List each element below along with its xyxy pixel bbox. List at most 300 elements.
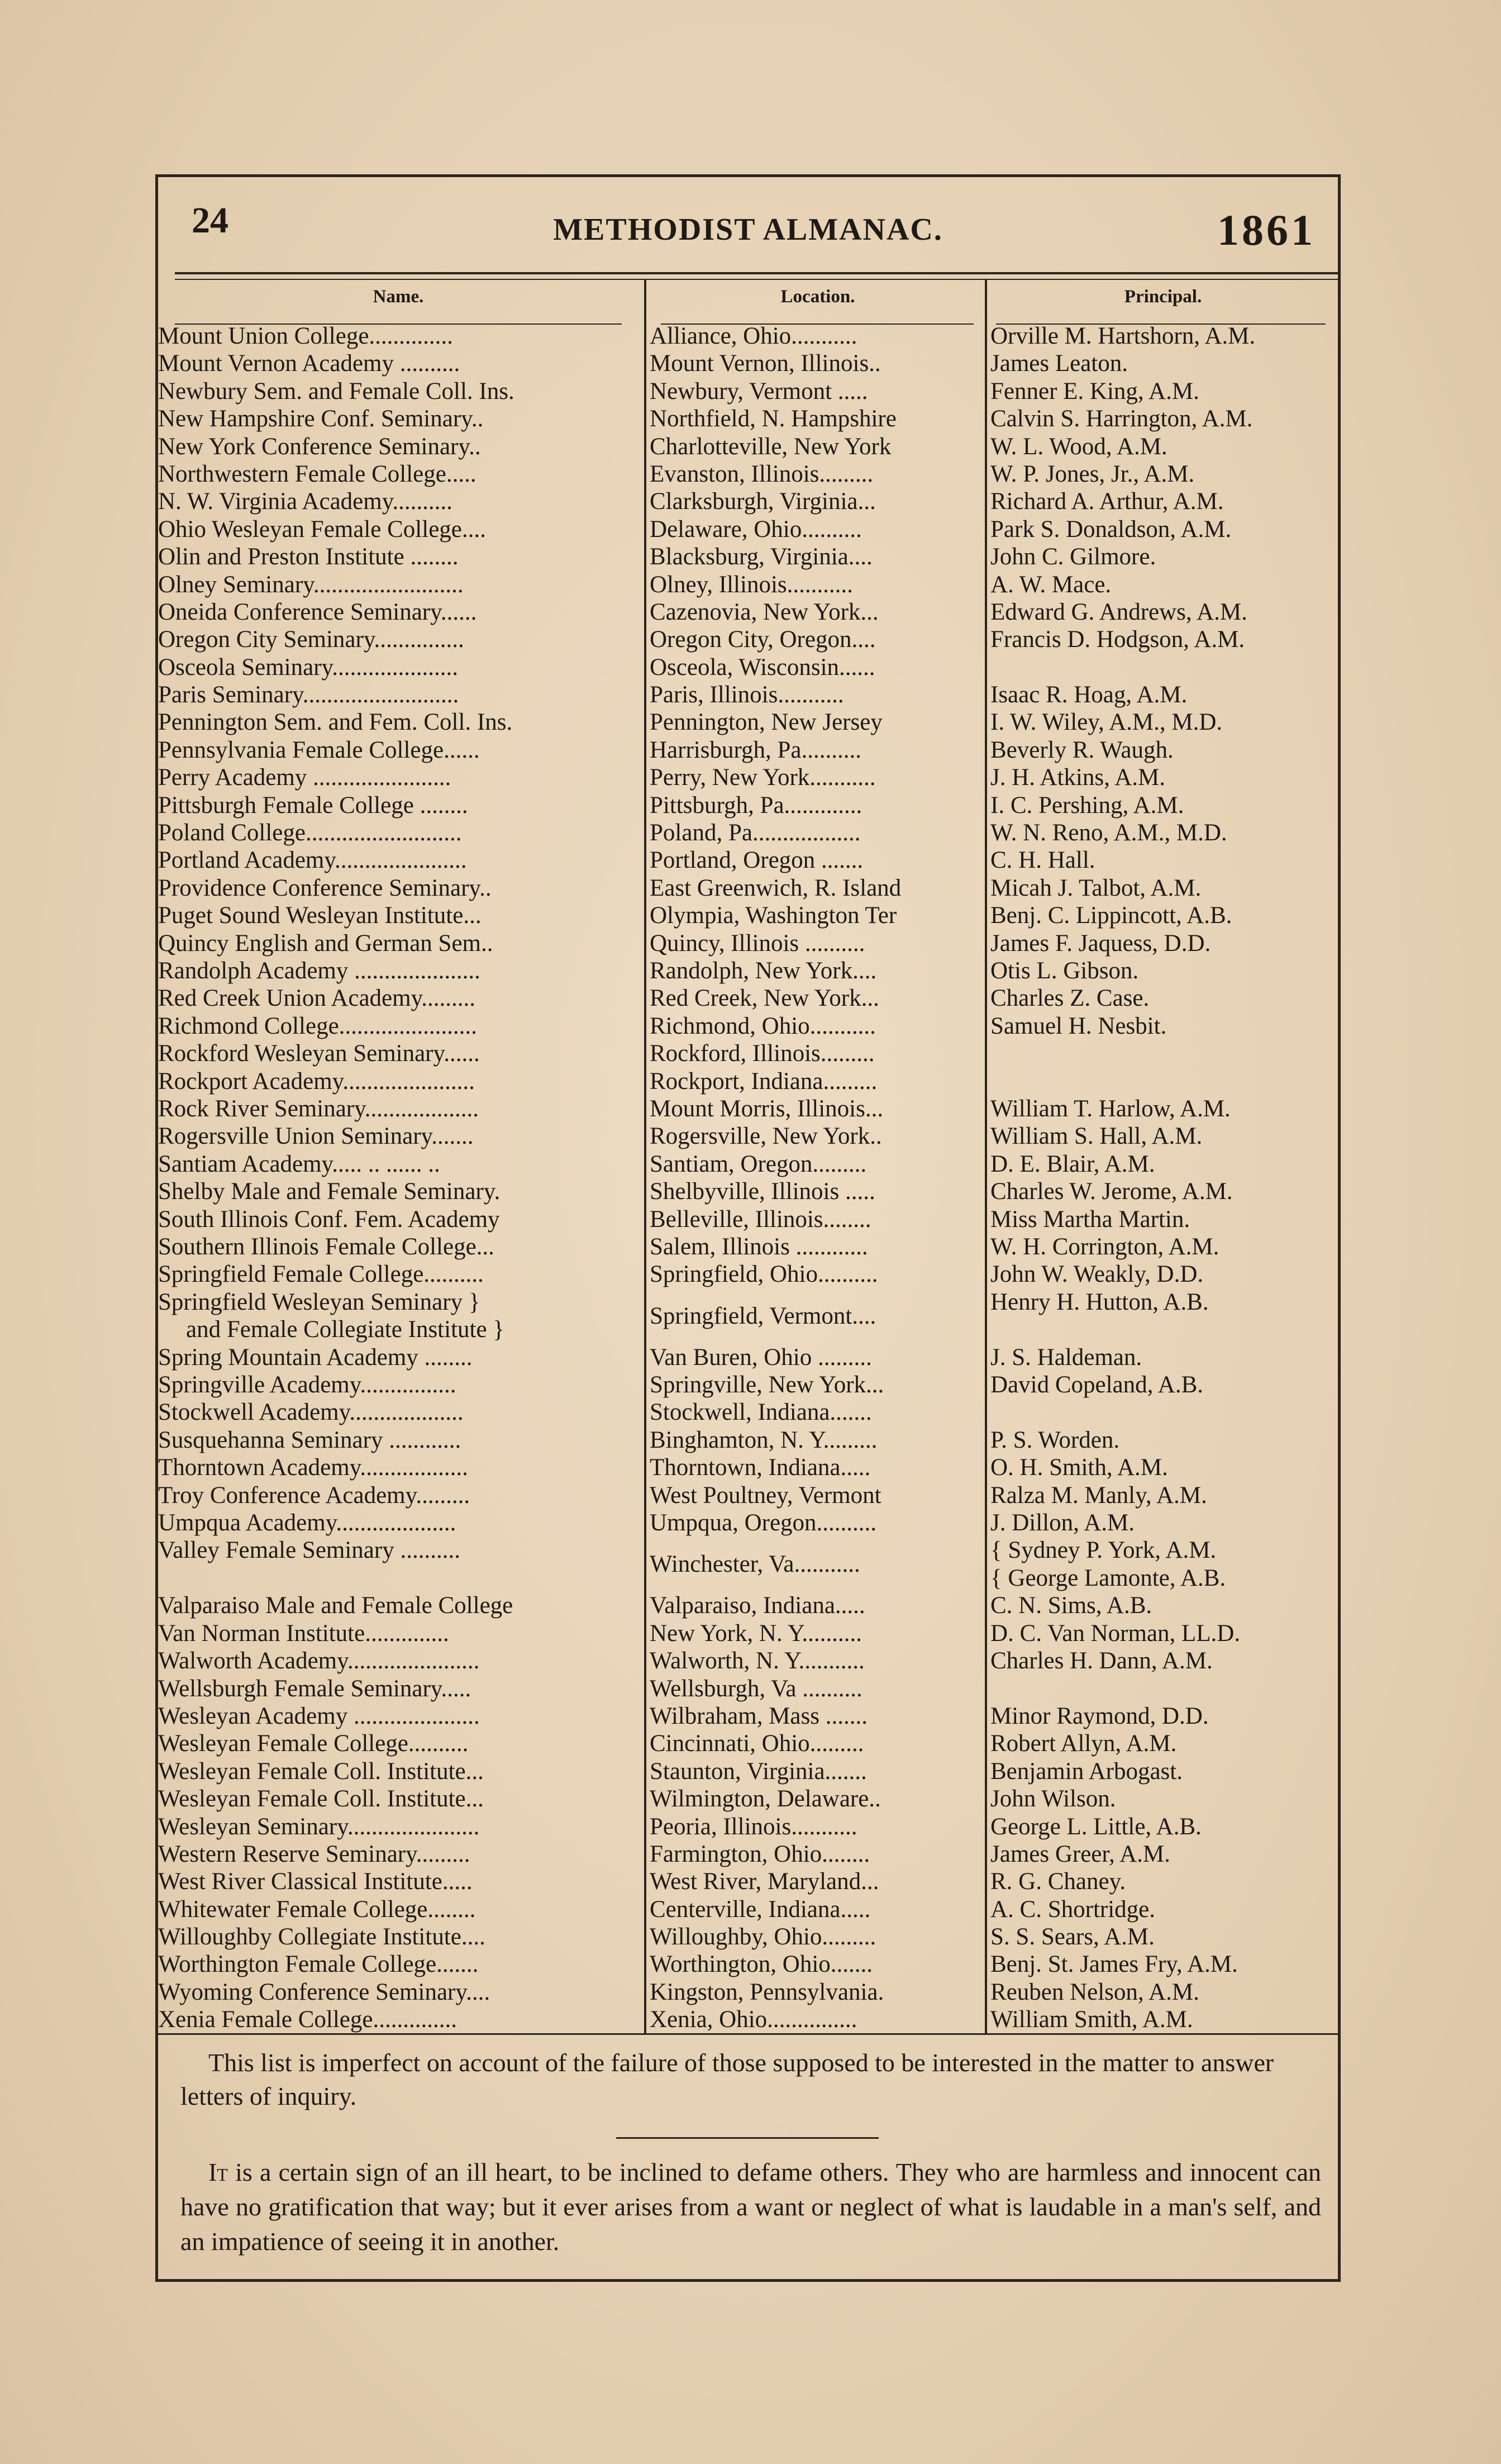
table-row bbox=[158, 1399, 1338, 1426]
institution-principal bbox=[990, 1868, 1342, 1895]
institution-name-text: Susquehanna Seminary ............ bbox=[158, 1426, 461, 1453]
list-note: This list is imperfect on account of the failure of those supposed to be interested in the matter to answer letters of inquiry. bbox=[180, 2048, 1274, 2110]
institution-location: Winchester, Va........... bbox=[650, 1551, 860, 1578]
institution-name bbox=[158, 1702, 640, 1730]
table-row bbox=[158, 378, 1338, 405]
institution-principal bbox=[990, 1923, 1342, 1951]
principal-text: Isaac R. Hoag, A.M. bbox=[990, 682, 1188, 708]
table-bottom-rule bbox=[158, 2033, 1338, 2035]
maxim-paragraph bbox=[180, 2155, 1321, 2259]
institution-location: New York, N. Y.......... bbox=[650, 1620, 862, 1647]
principal-text: J. S. Haldeman. bbox=[990, 1344, 1142, 1371]
institution-location: Rockford, Illinois......... bbox=[650, 1040, 875, 1067]
institution-name-text: Ohio Wesleyan Female College.... bbox=[158, 516, 486, 543]
institution-principal bbox=[990, 1371, 1342, 1399]
institution-name-text: Southern Illinois Female College... bbox=[158, 1233, 494, 1260]
principal-text: C. H. Hall. bbox=[990, 847, 1095, 874]
principal-text: Ralza M. Manly, A.M. bbox=[990, 1482, 1207, 1509]
table-row bbox=[158, 2006, 1338, 2033]
table-row bbox=[158, 1702, 1338, 1730]
maxim-lead: It bbox=[208, 2158, 228, 2186]
institution-name-text: Rockport Academy...................... bbox=[158, 1068, 475, 1095]
principal-text: Park S. Donaldson, A.M. bbox=[990, 516, 1232, 543]
principal-text: John W. Weakly, D.D. bbox=[990, 1261, 1204, 1288]
institution-location: Northfield, N. Hampshire bbox=[650, 406, 897, 432]
institution-principal bbox=[990, 1592, 1342, 1619]
institution-name-text: Mount Vernon Academy .......... bbox=[158, 350, 460, 377]
principal-text: William S. Hall, A.M. bbox=[990, 1123, 1203, 1150]
institution-location: Perry, New York........... bbox=[650, 764, 876, 791]
institution-location: Osceola, Wisconsin...... bbox=[650, 654, 875, 681]
institution-principal bbox=[990, 902, 1342, 929]
table-row bbox=[158, 516, 1338, 543]
principal-text: William T. Harlow, A.M. bbox=[990, 1095, 1231, 1122]
principal-text: Miss Martha Martin. bbox=[990, 1206, 1190, 1233]
institution-name bbox=[158, 1178, 640, 1205]
institution-name bbox=[158, 1647, 640, 1675]
institution-principal bbox=[990, 350, 1342, 377]
table-row bbox=[158, 1454, 1338, 1481]
institution-name bbox=[158, 1095, 640, 1122]
institution-name bbox=[158, 1150, 640, 1178]
principal-text: I. C. Pershing, A.M. bbox=[990, 792, 1184, 819]
table-row bbox=[158, 1178, 1338, 1205]
institution-name bbox=[158, 654, 640, 681]
institution-principal bbox=[990, 1758, 1342, 1785]
institution-name-text: Whitewater Female College........ bbox=[158, 1896, 476, 1923]
institution-principal bbox=[990, 1896, 1342, 1923]
principal-text: Beverly R. Waugh. bbox=[990, 736, 1174, 763]
institution-principal bbox=[990, 1206, 1342, 1233]
institution-name-text: Rogersville Union Seminary....... bbox=[158, 1123, 474, 1150]
institution-location: Richmond, Ohio........... bbox=[650, 1012, 876, 1039]
institution-name bbox=[158, 1509, 640, 1537]
institution-name-text: Stockwell Academy................... bbox=[158, 1399, 464, 1426]
table-row bbox=[158, 571, 1338, 598]
principal-text: Orville M. Hartshorn, A.M. bbox=[990, 323, 1256, 349]
institution-location: Xenia, Ohio............... bbox=[650, 2006, 857, 2033]
table-row bbox=[158, 598, 1338, 626]
table-row bbox=[158, 736, 1338, 764]
principal-text: Benj. C. Lippincott, A.B. bbox=[990, 902, 1232, 929]
principal-text: P. S. Worden. bbox=[990, 1426, 1120, 1453]
institution-name bbox=[158, 1537, 640, 1564]
institution-name-text: Van Norman Institute.............. bbox=[158, 1620, 449, 1647]
institution-name-text: New York Conference Seminary.. bbox=[158, 433, 481, 460]
principal-text: I. W. Wiley, A.M., M.D. bbox=[990, 709, 1223, 736]
table-row bbox=[158, 350, 1338, 377]
institution-principal bbox=[990, 1951, 1342, 1978]
table-row bbox=[158, 1150, 1338, 1178]
institution-location: Mount Vernon, Illinois.. bbox=[650, 350, 881, 377]
institution-name bbox=[158, 1371, 640, 1399]
table-row bbox=[158, 1426, 1338, 1454]
institution-location: West Poultney, Vermont bbox=[650, 1482, 881, 1509]
institution-name bbox=[158, 1206, 640, 1233]
institution-principal bbox=[990, 708, 1342, 736]
institution-name bbox=[158, 1675, 640, 1702]
table-row bbox=[158, 1730, 1338, 1757]
table-row bbox=[158, 1344, 1338, 1371]
institution-name bbox=[158, 1068, 640, 1095]
institution-principal bbox=[990, 1454, 1342, 1481]
table-row bbox=[158, 1288, 1338, 1344]
institution-location: Charlotteville, New York bbox=[650, 433, 892, 460]
institution-name-text: Poland College.......................... bbox=[158, 820, 462, 846]
institution-location: East Greenwich, R. Island bbox=[650, 874, 902, 901]
institution-name bbox=[158, 1620, 640, 1647]
institution-name bbox=[158, 681, 640, 708]
principal-text: S. S. Sears, A.M. bbox=[990, 1924, 1155, 1951]
institution-name-text: Umpqua Academy.................... bbox=[158, 1510, 456, 1537]
institution-name-text: Wesleyan Female Coll. Institute... bbox=[158, 1758, 484, 1785]
institution-principal bbox=[990, 1095, 1342, 1122]
institution-name-text: Springville Academy................ bbox=[158, 1372, 456, 1399]
institution-principal bbox=[990, 1620, 1342, 1647]
table-row bbox=[158, 1206, 1338, 1233]
institution-name bbox=[158, 1868, 640, 1895]
column-header-location: Location. bbox=[780, 287, 855, 307]
institution-name-text: Mount Union College.............. bbox=[158, 323, 453, 349]
institution-name-text: Pennington Sem. and Fem. Coll. Ins. bbox=[158, 709, 513, 736]
institution-name-text: Springfield Female College.......... bbox=[158, 1261, 484, 1288]
institution-name-text: Northwestern Female College..... bbox=[158, 460, 476, 487]
institution-principal bbox=[990, 598, 1342, 626]
institution-principal bbox=[990, 1012, 1342, 1040]
table-row bbox=[158, 930, 1338, 957]
institution-name-text: Paris Seminary.......................... bbox=[158, 682, 459, 708]
institution-location: Stockwell, Indiana....... bbox=[650, 1399, 872, 1426]
table-row bbox=[158, 1868, 1338, 1895]
institution-name bbox=[158, 350, 640, 377]
institution-location: Rockport, Indiana......... bbox=[650, 1068, 878, 1095]
institution-location: Wilbraham, Mass ....... bbox=[650, 1702, 868, 1729]
institution-location: Worthington, Ohio....... bbox=[650, 1951, 873, 1978]
principal-text: C. N. Sims, A.B. bbox=[990, 1592, 1152, 1619]
institution-location: Rogersville, New York.. bbox=[650, 1123, 882, 1150]
institution-location: Olney, Illinois........... bbox=[650, 571, 853, 598]
table-row bbox=[158, 708, 1338, 736]
header-rule-thin bbox=[175, 279, 1338, 280]
principal-text: George L. Little, A.B. bbox=[990, 1813, 1202, 1840]
institution-location: Mount Morris, Illinois... bbox=[650, 1095, 884, 1122]
institution-principal bbox=[990, 405, 1342, 432]
institution-principal bbox=[990, 1482, 1342, 1509]
principal-text: D. E. Blair, A.M. bbox=[990, 1150, 1155, 1177]
institution-name-text: Oregon City Seminary............... bbox=[158, 626, 464, 653]
institution-name-text: Wesleyan Seminary...................... bbox=[158, 1813, 480, 1840]
institution-name bbox=[158, 1344, 640, 1371]
institution-name-text: Puget Sound Wesleyan Institute... bbox=[158, 902, 482, 929]
table-row bbox=[158, 1758, 1338, 1785]
institution-location: Harrisburgh, Pa.......... bbox=[650, 736, 862, 763]
institution-name-text-line2: and Female Collegiate Institute } bbox=[186, 1316, 504, 1343]
institution-location: Pittsburgh, Pa............. bbox=[650, 792, 863, 819]
institution-name bbox=[158, 1482, 640, 1509]
principal-text: David Copeland, A.B. bbox=[990, 1372, 1203, 1399]
institution-name bbox=[158, 405, 640, 432]
institution-name bbox=[158, 598, 640, 626]
institution-name bbox=[158, 543, 640, 570]
institution-name-text: Wesleyan Female College.......... bbox=[158, 1730, 469, 1757]
table-row bbox=[158, 681, 1338, 708]
institution-location: Delaware, Ohio.......... bbox=[650, 516, 862, 543]
institution-location: Binghamton, N. Y......... bbox=[650, 1426, 878, 1453]
table-row bbox=[158, 322, 1338, 350]
institution-principal bbox=[990, 1840, 1342, 1868]
institution-principal bbox=[990, 1150, 1342, 1178]
institution-principal bbox=[990, 460, 1342, 488]
institution-name-text: Rockford Wesleyan Seminary...... bbox=[158, 1040, 480, 1067]
table-row bbox=[158, 1122, 1338, 1150]
principal-text: William Smith, A.M. bbox=[990, 2006, 1193, 2033]
institution-principal bbox=[990, 1813, 1342, 1840]
institution-location: Olympia, Washington Ter bbox=[650, 902, 897, 929]
institution-principal bbox=[990, 984, 1342, 1012]
institution-name-text: Portland Academy...................... bbox=[158, 847, 467, 874]
institution-principal bbox=[990, 764, 1342, 791]
institution-principal bbox=[990, 792, 1342, 819]
institution-principal bbox=[990, 1260, 1342, 1288]
institution-principal bbox=[990, 1702, 1342, 1730]
institution-name-text: Worthington Female College....... bbox=[158, 1951, 479, 1978]
institution-location: Willoughby, Ohio......... bbox=[650, 1924, 876, 1951]
table-row bbox=[158, 1095, 1338, 1122]
institution-name bbox=[158, 433, 640, 460]
principal-text: W. N. Reno, A.M., M.D. bbox=[990, 820, 1227, 846]
institution-name-text: Olin and Preston Institute ........ bbox=[158, 544, 459, 570]
institution-name-text: Western Reserve Seminary......... bbox=[158, 1840, 470, 1867]
institution-principal bbox=[990, 874, 1342, 902]
institution-location: Shelbyville, Illinois ..... bbox=[650, 1178, 875, 1205]
institution-location: Portland, Oregon ....... bbox=[650, 847, 864, 874]
principal-text: Benj. St. James Fry, A.M. bbox=[990, 1951, 1238, 1978]
table-row bbox=[158, 764, 1338, 791]
principal-text: Richard A. Arthur, A.M. bbox=[990, 488, 1224, 515]
principal-text: W. P. Jones, Jr., A.M. bbox=[990, 460, 1195, 487]
institution-location: Paris, Illinois........... bbox=[650, 682, 844, 708]
table-row bbox=[158, 488, 1338, 515]
principal-text: A. W. Mace. bbox=[990, 571, 1112, 598]
institution-name bbox=[158, 1012, 640, 1040]
institution-name bbox=[158, 1288, 640, 1344]
table-row bbox=[158, 1537, 1338, 1592]
institution-principal bbox=[990, 819, 1342, 846]
institution-name bbox=[158, 1896, 640, 1923]
institution-principal bbox=[990, 930, 1342, 957]
institution-name-text: Richmond College....................... bbox=[158, 1012, 477, 1039]
table-row bbox=[158, 626, 1338, 653]
institution-name bbox=[158, 874, 640, 902]
principal-text: James Greer, A.M. bbox=[990, 1840, 1170, 1867]
institution-name-text: Shelby Male and Female Seminary. bbox=[158, 1178, 501, 1205]
table-row bbox=[158, 654, 1338, 681]
table-row bbox=[158, 1509, 1338, 1537]
institution-location: Valparaiso, Indiana..... bbox=[650, 1592, 865, 1619]
table-row bbox=[158, 460, 1338, 488]
table-row bbox=[158, 1675, 1338, 1702]
institution-name-text: Rock River Seminary................... bbox=[158, 1095, 479, 1122]
header-rule bbox=[175, 272, 1338, 274]
principal-text: W. L. Wood, A.M. bbox=[990, 433, 1168, 460]
principal-text: D. C. Van Norman, LL.D. bbox=[990, 1620, 1241, 1647]
table-row bbox=[158, 874, 1338, 902]
principal-text: J. Dillon, A.M. bbox=[990, 1510, 1135, 1537]
table-row bbox=[158, 1592, 1338, 1619]
table-row bbox=[158, 1978, 1338, 2006]
page-number: 24 bbox=[192, 200, 228, 241]
institution-name-text: Walworth Academy...................... bbox=[158, 1648, 480, 1675]
table-row bbox=[158, 984, 1338, 1012]
table-row bbox=[158, 846, 1338, 874]
principal-text: Edward G. Andrews, A.M. bbox=[990, 598, 1247, 625]
principal-text: W. H. Corrington, A.M. bbox=[990, 1233, 1219, 1260]
institution-name-text: Providence Conference Seminary.. bbox=[158, 874, 492, 901]
principal-text: Fenner E. King, A.M. bbox=[990, 378, 1199, 405]
institution-location: West River, Maryland... bbox=[650, 1868, 879, 1895]
institution-name bbox=[158, 1978, 640, 2006]
institution-name bbox=[158, 792, 640, 819]
page-title: METHODIST ALMANAC. bbox=[553, 212, 943, 247]
institution-name-text: Randolph Academy ..................... bbox=[158, 957, 480, 984]
institution-name-text: Wyoming Conference Seminary.... bbox=[158, 1978, 490, 2005]
institution-principal bbox=[990, 1537, 1342, 1592]
institution-name bbox=[158, 1951, 640, 1978]
institution-location: Clarksburgh, Virginia... bbox=[650, 488, 876, 515]
institution-principal bbox=[990, 378, 1342, 405]
institution-principal bbox=[990, 846, 1342, 874]
institution-principal bbox=[990, 1647, 1342, 1675]
institution-table bbox=[158, 322, 1338, 2034]
institution-name bbox=[158, 1122, 640, 1150]
table-row bbox=[158, 543, 1338, 570]
institution-location: Randolph, New York.... bbox=[650, 957, 877, 984]
principal-text: O. H. Smith, A.M. bbox=[990, 1454, 1168, 1481]
institution-name-text: Thorntown Academy.................. bbox=[158, 1454, 468, 1481]
institution-principal bbox=[990, 1785, 1342, 1813]
institution-name bbox=[158, 1592, 640, 1619]
institution-location: Evanston, Illinois......... bbox=[650, 460, 874, 487]
institution-name bbox=[158, 2006, 640, 2033]
institution-location: Walworth, N. Y........... bbox=[650, 1648, 865, 1675]
table-row bbox=[158, 1482, 1338, 1509]
table-row bbox=[158, 1785, 1338, 1813]
institution-location: Springville, New York... bbox=[650, 1372, 884, 1399]
institution-principal bbox=[990, 322, 1342, 350]
principal-text: Robert Allyn, A.M. bbox=[990, 1730, 1177, 1757]
table-row bbox=[158, 1896, 1338, 1923]
institution-name bbox=[158, 1233, 640, 1260]
institution-principal bbox=[990, 1122, 1342, 1150]
principal-text: Charles Z. Case. bbox=[990, 985, 1150, 1012]
institution-name-text: South Illinois Conf. Fem. Academy bbox=[158, 1206, 500, 1233]
institution-location: Peoria, Illinois........... bbox=[650, 1813, 857, 1840]
institution-location: Cincinnati, Ohio......... bbox=[650, 1730, 864, 1757]
institution-location: Farmington, Ohio........ bbox=[650, 1840, 870, 1867]
institution-location: Red Creek, New York... bbox=[650, 985, 879, 1012]
institution-name bbox=[158, 736, 640, 764]
principal-text: { Sydney P. York, A.M. bbox=[990, 1537, 1217, 1564]
institution-location: Wilmington, Delaware.. bbox=[650, 1786, 881, 1813]
institution-location: Wellsburgh, Va .......... bbox=[650, 1675, 863, 1702]
institution-name-text: Wesleyan Academy ..................... bbox=[158, 1702, 480, 1729]
institution-location: Oregon City, Oregon.... bbox=[650, 626, 876, 653]
institution-name bbox=[158, 1813, 640, 1840]
institution-location: Quincy, Illinois .......... bbox=[650, 930, 865, 957]
institution-name bbox=[158, 708, 640, 736]
principal-text: James F. Jaquess, D.D. bbox=[990, 930, 1211, 957]
institution-location: Umpqua, Oregon.......... bbox=[650, 1510, 877, 1537]
institution-principal bbox=[990, 626, 1342, 653]
principal-text: Micah J. Talbot, A.M. bbox=[990, 874, 1202, 901]
institution-name-text: Newbury Sem. and Female Coll. Ins. bbox=[158, 378, 514, 405]
principal-text: Benjamin Arbogast. bbox=[990, 1758, 1183, 1785]
institution-name bbox=[158, 460, 640, 488]
institution-principal bbox=[990, 1730, 1342, 1757]
institution-name-text: Olney Seminary......................... bbox=[158, 571, 464, 598]
institution-name bbox=[158, 1785, 640, 1813]
institution-location: Van Buren, Ohio ......... bbox=[650, 1344, 872, 1371]
table-row bbox=[158, 1068, 1338, 1095]
institution-name-text: Springfield Wesleyan Seminary } bbox=[158, 1288, 480, 1315]
institution-location: Belleville, Illinois........ bbox=[650, 1206, 871, 1233]
principal-text: Otis L. Gibson. bbox=[990, 957, 1139, 984]
institution-principal bbox=[990, 2006, 1342, 2033]
table-row bbox=[158, 1840, 1338, 1868]
table-row bbox=[158, 1260, 1338, 1288]
institution-name bbox=[158, 488, 640, 515]
principal-text: John Wilson. bbox=[990, 1786, 1116, 1813]
table-row bbox=[158, 1371, 1338, 1399]
table-row bbox=[158, 1647, 1338, 1675]
section-divider bbox=[616, 2137, 879, 2139]
institution-location: Poland, Pa.................. bbox=[650, 820, 861, 846]
institution-location: Kingston, Pennsylvania. bbox=[650, 1978, 884, 2005]
table-row bbox=[158, 405, 1338, 432]
institution-name bbox=[158, 1923, 640, 1951]
institution-name bbox=[158, 516, 640, 543]
institution-location: Cazenovia, New York... bbox=[650, 598, 879, 625]
table-row bbox=[158, 792, 1338, 819]
principal-text: A. C. Shortridge. bbox=[990, 1896, 1156, 1923]
institution-name bbox=[158, 1730, 640, 1757]
principal-text: R. G. Chaney. bbox=[990, 1868, 1126, 1895]
institution-location: Alliance, Ohio........... bbox=[650, 323, 857, 349]
institution-name bbox=[158, 1840, 640, 1868]
institution-name bbox=[158, 846, 640, 874]
institution-name-text: Red Creek Union Academy......... bbox=[158, 985, 476, 1012]
institution-name bbox=[158, 378, 640, 405]
institution-name-text: New Hampshire Conf. Seminary.. bbox=[158, 406, 484, 432]
institution-principal bbox=[990, 736, 1342, 764]
institution-principal bbox=[990, 543, 1342, 570]
principal-text: Charles W. Jerome, A.M. bbox=[990, 1178, 1233, 1205]
institution-location: Thorntown, Indiana..... bbox=[650, 1454, 871, 1481]
year-label: 1861 bbox=[1217, 206, 1316, 254]
column-headers bbox=[158, 282, 1338, 324]
institution-name-text: Quincy English and German Sem.. bbox=[158, 930, 493, 957]
institution-name bbox=[158, 764, 640, 791]
principal-text-line2: { George Lamonte, A.B. bbox=[990, 1564, 1226, 1591]
institution-principal bbox=[990, 1978, 1342, 2006]
principal-text: Minor Raymond, D.D. bbox=[990, 1702, 1209, 1729]
principal-text: Francis D. Hodgson, A.M. bbox=[990, 626, 1245, 653]
principal-text: Henry H. Hutton, A.B. bbox=[990, 1288, 1209, 1315]
institution-name bbox=[158, 571, 640, 598]
institution-name-text: West River Classical Institute..... bbox=[158, 1868, 473, 1895]
institution-name-text: Wellsburgh Female Seminary..... bbox=[158, 1675, 471, 1702]
column-header-principal: Principal. bbox=[1124, 287, 1202, 307]
